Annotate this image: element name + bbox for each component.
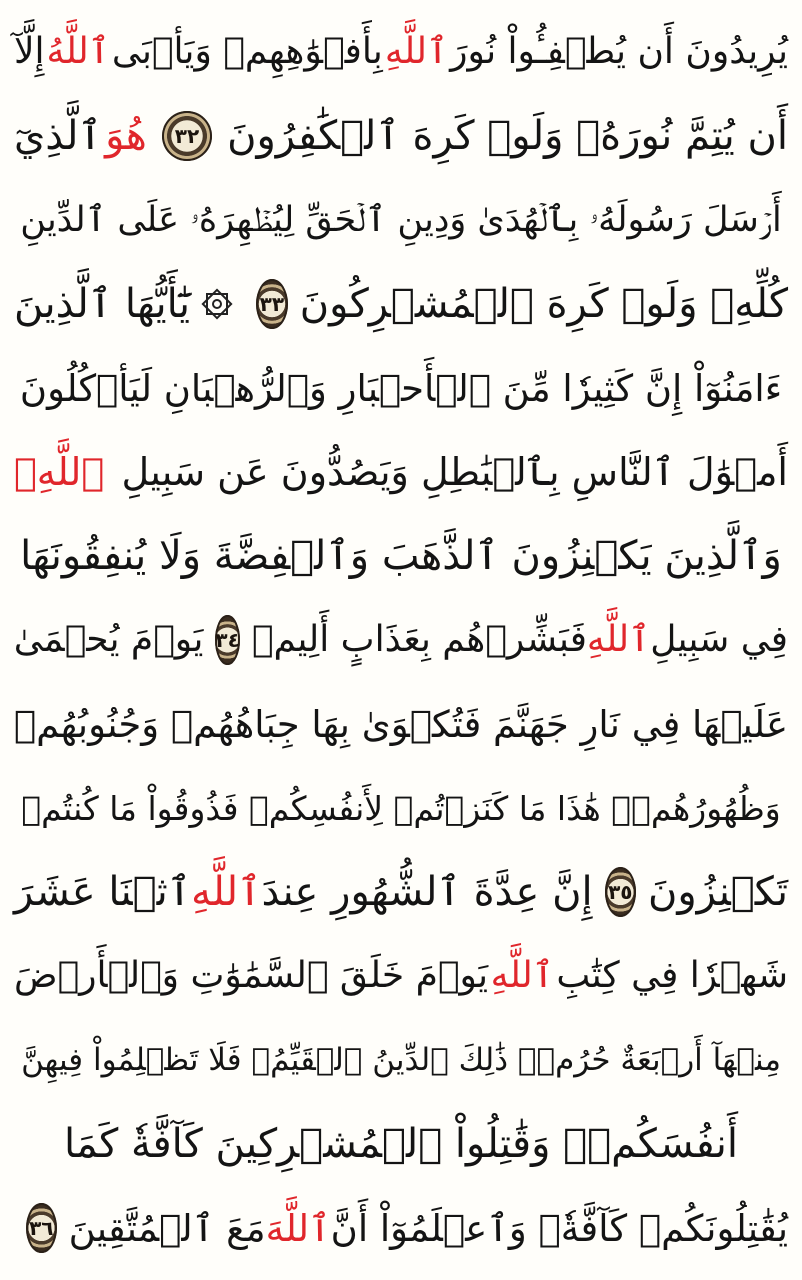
verse-text: أَمۡوَٰلَ ٱلنَّاسِ بِٱلۡبَٰطِلِ وَيَصُدُّونَ عَن سَبِيلِ [121, 450, 788, 494]
text-line [14, 686, 788, 762]
text-line [14, 518, 788, 594]
divine-name-text: ٱللَّهُ [46, 31, 110, 72]
verse-text: وَظُهُورُهُمۡۖ هَٰذَا مَا كَنَزۡتُمۡ لِأَنفُسِكُمۡ فَذُوقُواْ مَا كُنتُمۡ [21, 788, 781, 828]
text-line [14, 266, 788, 342]
verse-text: أَن يُتِمَّ نُورَهُۥ وَلَوۡ كَرِهَ ٱلۡكَٰفِرُونَ [227, 113, 788, 159]
verse-text: ءَامَنُوٓاْ إِنَّ كَثِيرٗا مِّنَ ٱلۡأَحۡبَارِ وَٱلرُّهۡبَانِ لَيَأۡكُلُونَ [19, 366, 783, 410]
divine-name-text: ٱللَّهَ [265, 1206, 331, 1250]
verse-text: بِأَفۡوَٰهِهِمۡ وَيَأۡبَى [111, 31, 383, 72]
ayah-number-marker [215, 615, 239, 665]
verse-text: شَهۡرٗا فِي كِتَٰبِ [556, 955, 788, 996]
divine-name-text: ٱللَّهِ [191, 869, 262, 915]
verse-text: مَعَ ٱلۡمُتَّقِينَ [68, 1206, 266, 1250]
ayah-number-marker [605, 867, 636, 917]
text-line [14, 350, 788, 426]
verse-text: كُلِّهِۦ وَلَوۡ كَرِهَ ٱلۡمُشۡرِكُونَ [299, 281, 788, 327]
verse-text: فِي سَبِيلِ [650, 619, 788, 660]
verse-text: إِلَّآ [14, 31, 45, 72]
ayah-number: ٣٤ [215, 628, 240, 652]
divine-name-text: ٱللَّهِ [490, 955, 554, 996]
text-line [14, 1106, 788, 1182]
divine-name-text: هُوَ [105, 113, 147, 159]
verse-text: يَوۡمَ خَلَقَ ٱلسَّمَٰوَٰتِ وَٱلۡأَرۡضَ [14, 955, 489, 996]
ayah-number: ٣٢ [174, 124, 200, 148]
text-line [14, 854, 788, 930]
verse-text: مِنۡهَآ أَرۡبَعَةٌ حُرُمٞۚ ذَٰلِكَ ٱلدِّينُ ٱلۡقَيِّمُۚ فَلَا تَظۡلِمُواْ فِيهِنَّ [21, 1041, 781, 1078]
verse-text: يُقَٰتِلُونَكُمۡ كَآفَّةٗۚ وَٱعۡلَمُوٓاْ أَنَّ [330, 1206, 788, 1250]
ayah-number-marker [256, 279, 288, 329]
verse-text: فَبَشِّرۡهُم بِعَذَابٍ أَلِيمٖ [251, 619, 587, 660]
ayah-number-marker [26, 1203, 57, 1253]
text-line [14, 602, 788, 678]
text-line [14, 1022, 788, 1098]
divine-name-text: ٱللَّهِۗ [14, 450, 105, 494]
verse-text: عَلَيۡهَا فِي نَارِ جَهَنَّمَ فَتُكۡوَىٰ بِهَا جِبَاهُهُمۡ وَجُنُوبُهُمۡ [13, 702, 789, 746]
ayah-number: ٣٦ [29, 1216, 54, 1240]
verse-text: ٱلَّذِيٓ [14, 113, 102, 159]
text-line [14, 14, 788, 90]
verse-text: أَنفُسَكُمۡۚ وَقَٰتِلُواْ ٱلۡمُشۡرِكِينَ كَآفَّةٗ كَمَا [63, 1121, 739, 1167]
verse-text: يُرِيدُونَ أَن يُطۡفِـُٔواْ نُورَ [450, 31, 788, 72]
verse-text: إِنَّ عِدَّةَ ٱلشُّهُورِ عِندَ [261, 869, 593, 915]
divine-name-text: ٱللَّهِ [586, 619, 651, 660]
verse-text: ٱثۡنَا عَشَرَ [14, 869, 192, 915]
divine-name-text: ٱللَّهِ [384, 31, 449, 72]
verse-text: أَرۡسَلَ رَسُولَهُۥ بِٱلۡهُدَىٰ وَدِينِ ٱلۡحَقِّ لِيُظۡهِرَهُۥ عَلَى ٱلدِّينِ [20, 199, 782, 240]
rub-el-hizb-icon [200, 287, 234, 321]
ayah-number: ٣٥ [608, 880, 633, 904]
ayah-number-marker [162, 111, 212, 161]
verse-text: يَٰٓأَيُّهَا ٱلَّذِينَ [14, 281, 190, 327]
text-line [14, 770, 788, 846]
verse-text: تَكۡنِزُونَ [647, 869, 788, 915]
text-line [14, 434, 788, 510]
ayah-number: ٣٣ [259, 292, 285, 316]
text-line [14, 1190, 788, 1266]
text-line [14, 938, 788, 1014]
verse-text: يَوۡمَ يُحۡمَىٰ [13, 619, 204, 660]
text-line [14, 182, 788, 258]
text-line [14, 98, 788, 174]
verse-text: وَٱلَّذِينَ يَكۡنِزُونَ ٱلذَّهَبَ وَٱلۡفِضَّةَ وَلَا يُنفِقُونَهَا [20, 533, 782, 579]
